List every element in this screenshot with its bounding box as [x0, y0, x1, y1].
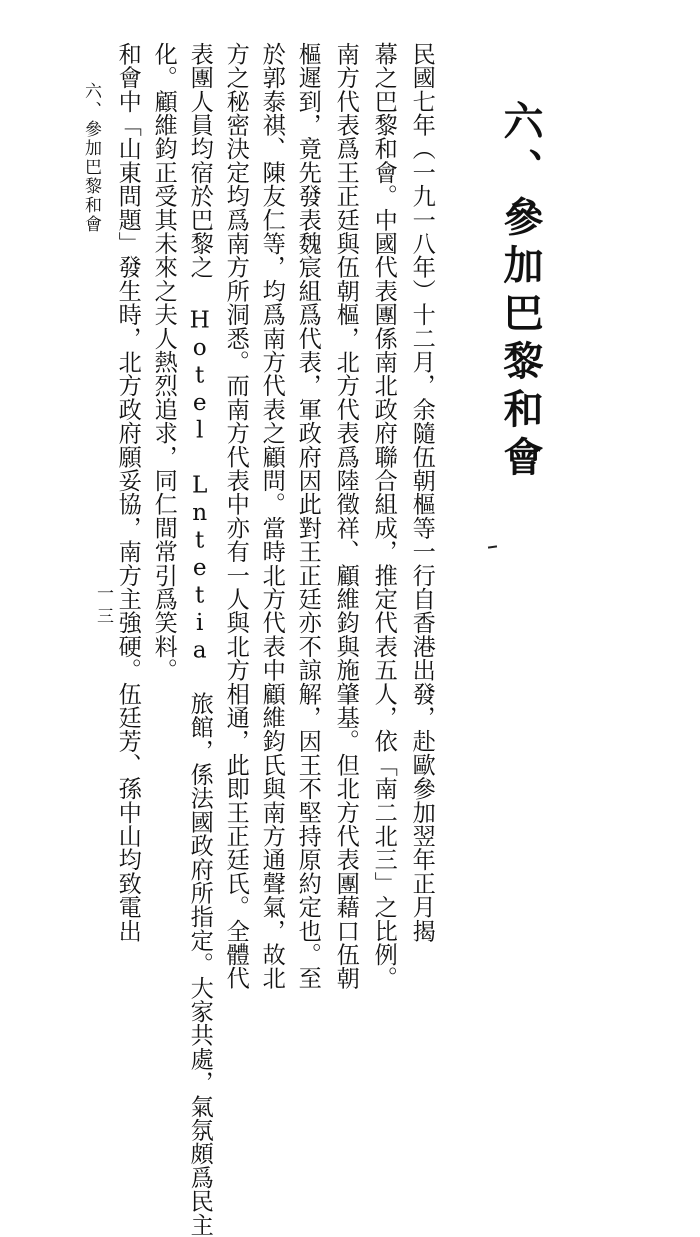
body-column-5: 於郭泰祺、陳友仁等，均爲南方代表之顧問。當時北方代表中顧維鈞氏與南方通聲氣，故北	[258, 42, 286, 990]
body-column-8: 化。顧維鈞正受其未來之夫人熱烈追求，同仁間常引爲笑料。	[150, 42, 178, 682]
page-number: 一三	[93, 584, 113, 630]
body-column-6: 方之秘密決定均爲南方所洞悉。而南方代表中亦有一人與北方相通，此即王正廷氏。全體代	[222, 42, 250, 990]
running-header: 六、參加巴黎和會	[81, 82, 101, 234]
body-column-7: 表團人員均宿於巴黎之 Hotel Lntetia 旅館，係法國政府所指定。大家共處，氣氛頗爲民主	[186, 42, 214, 1237]
body-column-4: 樞遲到，竟先發表魏宸組爲代表，軍政府因此對王正廷亦不諒解，因王不堅持原約定也。至	[294, 42, 322, 990]
body-column-9: 和會中「山東問題」發生時，北方政府願妥協，南方主強硬。伍廷芳、孫中山均致電出	[114, 42, 142, 943]
stray-ink-mark	[488, 545, 497, 548]
body-column-2: 幕之巴黎和會。中國代表團係南北政府聯合組成，推定代表五人，依「南二北三」之比例。	[370, 42, 398, 990]
body-column-1: 民國七年（一九一八年）十二月，余隨伍朝樞等一行自香港出發，赴歐參加翌年正月揭	[408, 42, 436, 943]
body-column-3: 南方代表爲王正廷與伍朝樞，北方代表爲陸徵祥、顧維鈞與施肇基。但北方代表團藉口伍朝	[332, 42, 360, 990]
chapter-title: 六、參加巴黎和會	[497, 100, 544, 484]
